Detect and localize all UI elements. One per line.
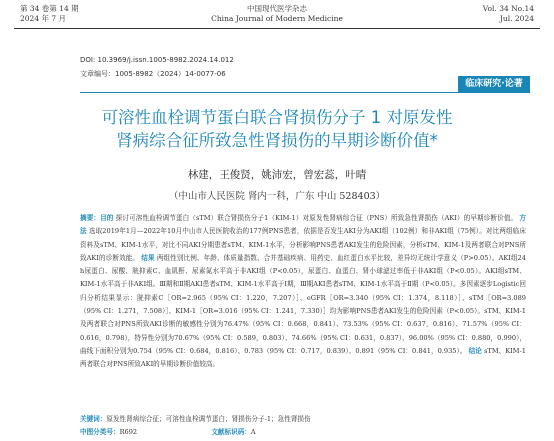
keywords-label: 关键词： xyxy=(80,415,107,423)
keywords xyxy=(80,413,526,423)
header-volume: 第 34 卷第 14 期 xyxy=(20,4,79,13)
header-vol-no: Vol. 34 No.14 xyxy=(482,4,534,13)
authors: 林建，王俊贤，姚沛宏，曾宏蕊，叶晴 xyxy=(187,169,367,181)
header-date-en: Jul. 2024 xyxy=(499,13,534,23)
result-label: 结果 xyxy=(141,253,155,262)
doc-code-label: 文献标识码： xyxy=(211,428,251,436)
purpose-text: 探讨可溶性血栓调节蛋白（sTM）联合肾损伤分子1（KIM-1）对原发性肾病综合征（PNS）所致急性肾损伤（AKI）的早期诊断价值。 xyxy=(115,214,518,222)
method-text: 选取2019年1月—2022年10月中山市人民医院收治的177例PNS患者，依据是否发生AKI分为AKI组（102例）和非AKI组（75例）。对比两组临床资料及sTM、KIM-1水平，对比不同AKI分期患者sTM、KIM-1水平，分析影响PNS患者AKI发生的危险因素，分析sTM、KIM-1及两者联合对PNS所致AKI的诊断效能。 xyxy=(80,227,526,262)
title-line-1: 可溶性血栓调节蛋白联合肾损伤分子 1 对原发性 xyxy=(101,108,453,127)
method-label: 方法 xyxy=(80,214,526,236)
article-number: 文章编号：1005-8982（2024）14-0077-06 xyxy=(80,70,226,78)
section-tag: 临床研究·论著 xyxy=(458,76,530,93)
result-text: 两组性别比例、年龄、体质量指数、合并基础疾病、用药史、血红蛋白水平比较，差异均无统计学意义（P>0.05）。AKI组24 h尿蛋白、尿酸、胱抑素C、血肌酐、尿素氮水平高于非AKI组（P<0.05），尿蛋白、血蛋白、肾小球滤过率低于非AKI组（P<0.05）。AKI组sTM、KIM-1水平高于非AKI组。Ⅲ期和Ⅱ期AKI患者sTM、KIM-1水平高于Ⅰ期，Ⅲ期AKI患者sTM、KIM-1水平高于Ⅱ期（P<0.05）。多因素逐步Logistic回归分析结果显示：胱抑素C［OR=2.965（95% CI：1.220，7.207）］、eGFR［OR=3.340（95% CI：1.374，8.118）］、sTM［OR=3.089（95% CI：1.271，7.508）］、KIM-1［OR=3.016（95% CI：1.241，7.330）］均为影响PNS患者AKI发生的危险因素（P<0.05）。sTM、KIM-1及两者联合对PNS所致AKI诊断的敏感性分别为76.47%（95% CI：0.668，0.841）、73.53%（95% CI：0.637，0.816）、71.57%（95% CI：0.616，0.798），特异性分别为70.67%（95% CI：0.589，0.803）、74.66%（95% CI：0.631，0.837）、96.00%（95% CI：0.880，0.990），曲线下面积分别为0.754（95% CI：0.684，0.816）、0.783（95% CI：0.717，0.839）、0.891（95% CI：0.841，0.935）。 xyxy=(80,253,527,355)
abstract xyxy=(80,212,526,372)
keywords-text: 原发性肾病综合征；可溶性血栓调节蛋白；肾损伤分子-1；急性肾损伤 xyxy=(106,415,311,423)
doc-code-value: A xyxy=(250,428,256,436)
section-divider xyxy=(80,92,458,93)
header-divider xyxy=(14,28,540,29)
header-vol-en xyxy=(483,4,534,23)
header-journal xyxy=(0,4,554,23)
journal-name-cn: 中国现代医学杂志 xyxy=(247,4,307,13)
affiliation: （中山市人民医院 肾内一科，广东 中山 528403） xyxy=(168,191,386,202)
clc-value: R692 xyxy=(119,428,138,436)
abstract-label: 摘要： xyxy=(80,214,101,222)
clc-label: 中图分类号： xyxy=(80,428,120,436)
classification xyxy=(80,426,526,436)
header-date-cn: 2024 年 7 月 xyxy=(20,13,67,23)
conclusion-label: 结论 xyxy=(468,346,482,355)
journal-name-en: China Journal of Modern Medicine xyxy=(211,13,343,23)
purpose-label: 目的 xyxy=(100,214,114,222)
title-line-2: 肾病综合征所致急性肾损伤的早期诊断价值* xyxy=(116,131,438,150)
conclusion-text: sTM、KIM-1两者联合对PNS所致AKI的早期诊断价值较高。 xyxy=(80,346,526,369)
doi: DOI: 10.3969/j.issn.1005-8982.2024.14.012 xyxy=(80,56,234,64)
